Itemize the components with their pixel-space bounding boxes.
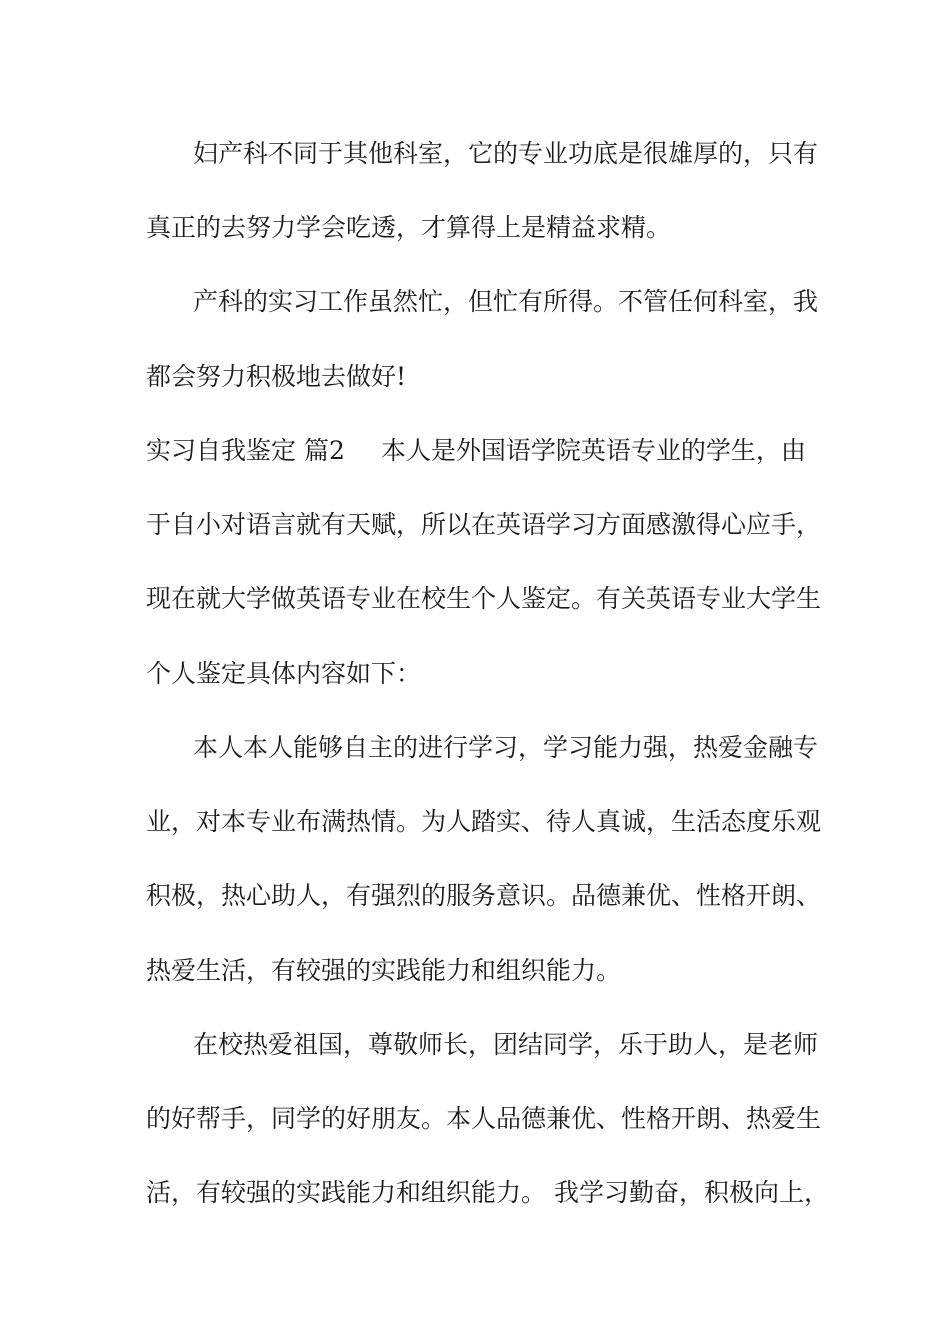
paragraph-line: 于自小对语言就有天赋，所以在英语学习方面感激得心应手， — [146, 510, 822, 539]
paragraph-line: 业，对本专业布满热情。为人踏实、待人真诚，生活态度乐观 — [146, 807, 822, 836]
paragraph-line: 活，有较强的实践能力和组织能力。 我学习勤奋，积极向上， — [146, 1178, 829, 1207]
paragraph-line: 在校热爱祖国，尊敬师长，团结同学，乐于助人，是老师 — [193, 1030, 819, 1059]
paragraph-line: 现在就大学做英语专业在校生个人鉴定。有关英语专业大学生 — [146, 584, 822, 613]
paragraph-text: 本人是外国语学院英语专业的学生，由 — [380, 436, 806, 465]
section-heading: 实习自我鉴定 篇2 — [146, 436, 345, 465]
paragraph-line: 都会努力积极地去做好! — [146, 362, 407, 391]
paragraph-line: 积极，热心助人，有强烈的服务意识。品德兼优、性格开朗、 — [146, 881, 822, 910]
paragraph-line: 热爱生活，有较强的实践能力和组织能力。 — [146, 956, 622, 985]
section-heading-line — [146, 431, 806, 471]
paragraph-line: 妇产科不同于其他科室，它的专业功底是很雄厚的，只有 — [193, 139, 819, 168]
paragraph-line: 产科的实习工作虽然忙，但忙有所得。不管任何科室，我 — [193, 287, 819, 316]
paragraph-line: 个人鉴定具体内容如下： — [146, 659, 422, 688]
paragraph-line: 真正的去努力学会吃透，才算得上是精益求精。 — [146, 213, 672, 242]
paragraph-line: 的好帮手，同学的好朋友。本人品德兼优、性格开朗、热爱生 — [146, 1104, 822, 1133]
paragraph-line: 本人本人能够自主的进行学习，学习能力强，热爱金融专 — [193, 733, 819, 762]
